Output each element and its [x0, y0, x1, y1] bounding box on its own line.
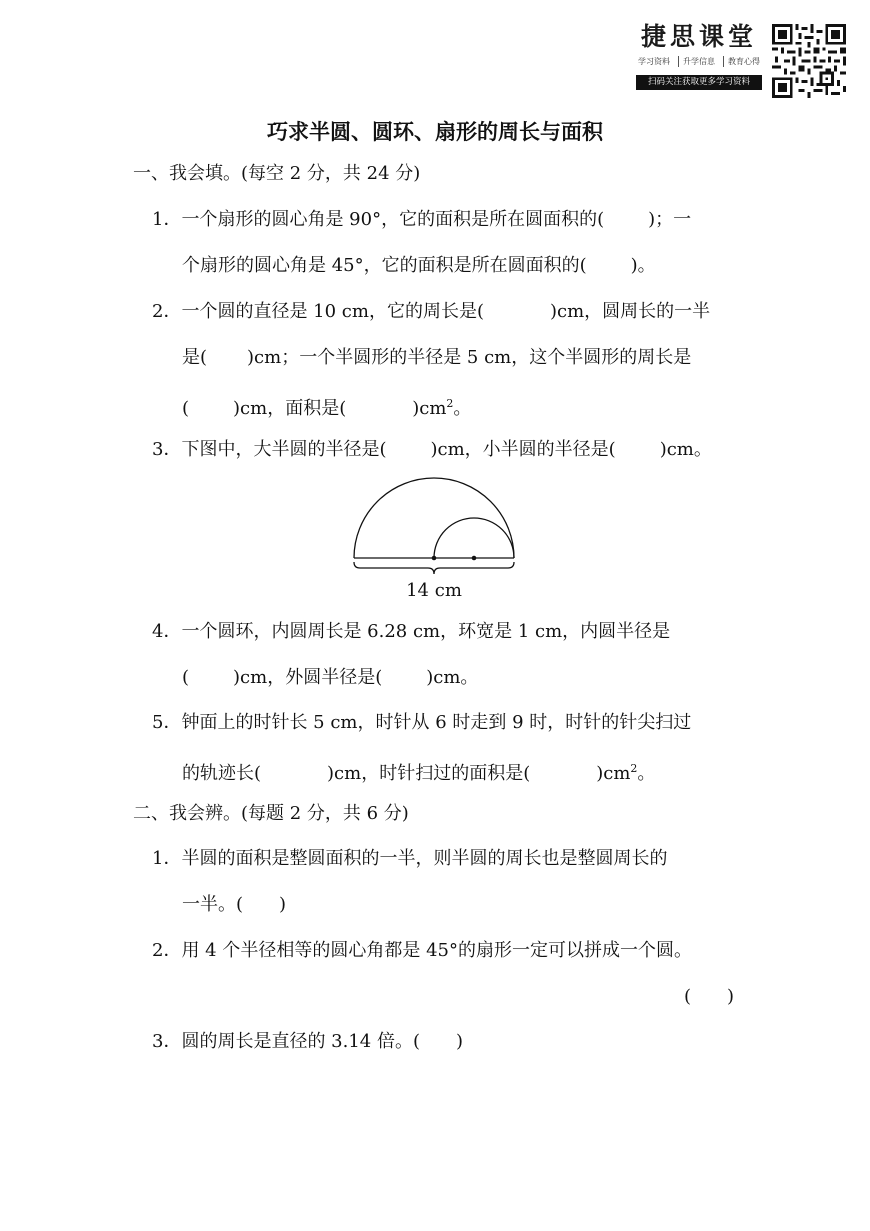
q2-1-line2[interactable]: 一半。( ) — [182, 894, 287, 915]
brand-header — [636, 22, 762, 90]
section2-heading: 二、我会辨。(每题 2 分，共 6 分) — [133, 803, 409, 824]
q1-2-text-c: 是( — [182, 347, 208, 368]
brand-bar: 扫码关注获取更多学习资料 — [636, 75, 762, 90]
q1-4-line1: 4．一个圆环，内圆周长是 6.28 cm，环宽是 1 cm，内圆半径是 — [152, 621, 671, 642]
q1-5-line1: 5．钟面上的时针长 5 cm，时针从 6 时走到 9 时，时针的针尖扫过 — [152, 712, 692, 733]
q1-2-text-b: )cm，圆周长的一半 — [549, 301, 711, 322]
q1-1-text-c: 个扇形的圆心角是 45°，它的面积是所在圆面积的( — [182, 255, 587, 276]
q2-3-line1: 3．圆的周长是直径的 3.14 倍。( ) — [152, 1031, 464, 1052]
q1-2-text-g: )cm — [412, 398, 447, 419]
brace — [354, 562, 514, 574]
page-title: 巧求半圆、圆环、扇形的周长与面积 — [267, 120, 603, 144]
q1-1-line1 — [152, 208, 691, 232]
brand-tags — [636, 56, 762, 67]
q1-2-text-h: 。 — [453, 398, 472, 419]
q1-2-line1 — [152, 300, 710, 324]
q1-5-sup: 2 — [630, 762, 638, 775]
q1-2-sup: 2 — [446, 397, 454, 410]
q1-5-text-d: 。 — [637, 763, 656, 784]
q2-2-line1: 2．用 4 个半径相等的圆心角都是 45°的扇形一定可以拼成一个圆。 — [152, 940, 692, 961]
q1-2-text-a: 2．一个圆的直径是 10 cm，它的周长是( — [152, 301, 484, 322]
q1-2-text-e: ( — [182, 398, 190, 419]
brand-tag-study: 学习资料 — [638, 57, 670, 66]
large-semicircle — [354, 478, 514, 558]
q2-2-answer[interactable]: ( ) — [684, 986, 735, 1007]
q1-2-text-d: )cm；一个半圆形的半径是 5 cm，这个半圆形的周长是 — [247, 347, 692, 368]
q2-1-line1: 1．半圆的面积是整圆面积的一半，则半圆的周长也是整圆周长的 — [152, 848, 668, 869]
q1-3-text-a: 3．下图中，大半圆的半径是( — [152, 439, 387, 460]
semicircle-diagram — [346, 472, 524, 604]
diameter-label: 14 cm — [406, 580, 462, 601]
q1-5-text-a: 的轨迹长( — [182, 763, 262, 784]
q1-4-text-a: ( — [182, 667, 190, 688]
brand-name: 捷思课堂 — [640, 22, 757, 51]
brand-tag-admission: 升学信息 — [678, 56, 715, 67]
q1-4-text-b: )cm，外圆半径是( — [233, 667, 383, 688]
q1-5-text-b: )cm，时针扫过的面积是( — [327, 763, 531, 784]
q1-3-text-b: )cm，小半圆的半径是( — [430, 439, 616, 460]
q1-4-line2 — [182, 666, 478, 690]
small-semicircle — [434, 518, 514, 558]
q1-2-line3 — [182, 392, 471, 421]
section1-heading: 一、我会填。(每空 2 分，共 24 分) — [133, 163, 421, 184]
small-center-dot — [472, 556, 477, 561]
large-center-dot — [432, 556, 437, 561]
q1-3-text-c: )cm。 — [659, 439, 712, 460]
q1-5-text-c: )cm — [596, 763, 631, 784]
q1-5-line2 — [182, 757, 655, 786]
qr-code-icon — [772, 24, 846, 98]
q1-1-text-b: )；一 — [648, 209, 692, 230]
q1-3-line1 — [152, 438, 712, 462]
brand-tag-education: 教育心得 — [723, 56, 760, 67]
q1-2-text-f: )cm，面积是( — [233, 398, 347, 419]
q1-2-line2 — [182, 346, 691, 370]
q1-1-line2 — [182, 254, 656, 278]
q1-4-text-c: )cm。 — [426, 667, 479, 688]
q1-1-text-d: )。 — [630, 255, 656, 276]
q1-1-text-a: 1．一个扇形的圆心角是 90°，它的面积是所在圆面积的( — [152, 209, 605, 230]
